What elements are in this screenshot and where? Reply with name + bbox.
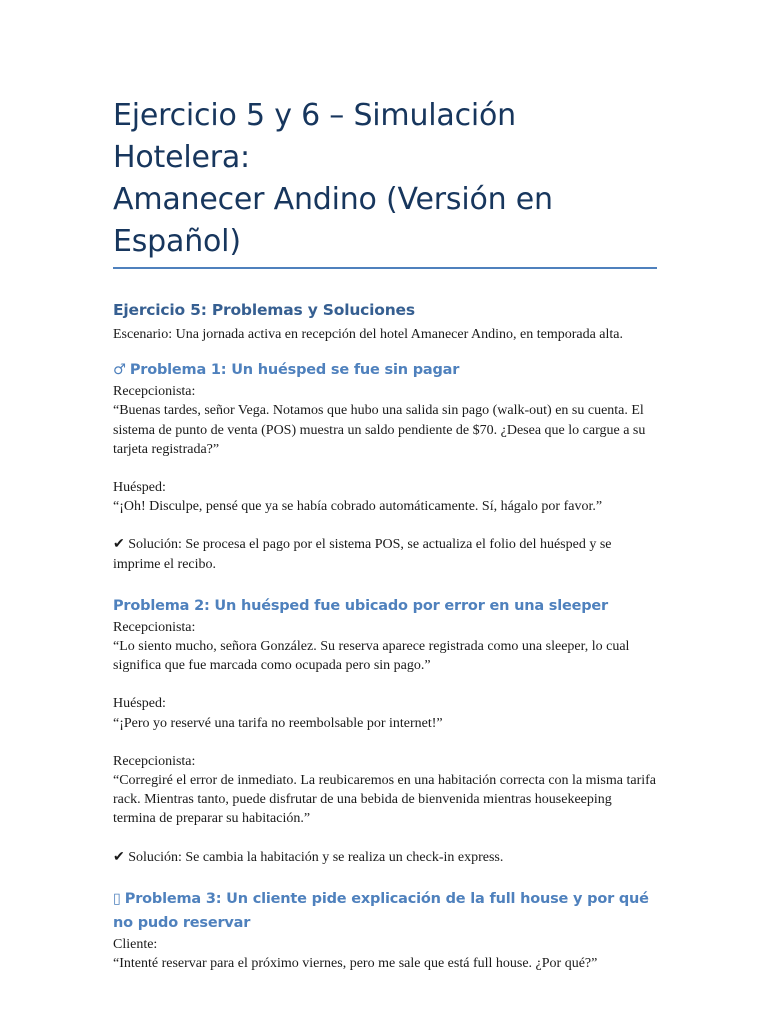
speaker-label: Recepcionista: bbox=[113, 619, 196, 635]
speaker-label: Cliente: bbox=[113, 936, 158, 952]
dialogue-line: “Buenas tardes, señor Vega. Notamos que hubo una salida sin pago (walk-out) en su cuenta. El sistema de punto de venta (POS) muestra un saldo pendiente de $70. ¿Desea que lo cargue a su tarjeta registrada?” bbox=[113, 403, 646, 457]
dialogue-line: “Lo siento mucho, señora González. Su reserva aparece registrada como una sleeper, lo cual significa que fue marcada como ocupada pero sin pago.” bbox=[113, 639, 630, 674]
scenario-text: Escenario: Una jornada activa en recepción del hotel Amanecer Andino, en temporada alta. bbox=[113, 327, 624, 342]
male-sign-icon: ♂ bbox=[113, 362, 126, 379]
section-heading: Ejercicio 5: Problemas y Soluciones bbox=[113, 301, 415, 319]
solution-text: ✔ Solución: Se procesa el pago por el sistema POS, se actualiza el folio del huésped y se imprime el recibo. bbox=[113, 537, 612, 572]
title-line-2: Amanecer Andino (Versión en Español) bbox=[113, 182, 553, 259]
problem-1-heading bbox=[113, 358, 657, 382]
dialogue-line: “¡Oh! Disculpe, pensé que ya se había cobrado automáticamente. Sí, hágalo por favor.” bbox=[113, 499, 603, 515]
speaker-label: Huésped: bbox=[113, 480, 166, 496]
document-title bbox=[113, 95, 657, 267]
missing-glyph-icon: ▯ bbox=[113, 890, 121, 907]
problem-2-heading-text: Problema 2: Un huésped fue ubicado por error en una sleeper bbox=[113, 597, 609, 614]
speaker-label: Recepcionista: bbox=[113, 384, 196, 400]
speaker-label: Recepcionista: bbox=[113, 753, 196, 769]
problem-1-heading-text: Problema 1: Un huésped se fue sin pagar bbox=[129, 362, 460, 379]
solution-text: ✔ Solución: Se cambia la habitación y se realiza un check-in express. bbox=[113, 849, 504, 865]
speaker-label: Huésped: bbox=[113, 696, 166, 712]
title-line-1: Ejercicio 5 y 6 – Simulación Hotelera: bbox=[113, 98, 516, 175]
problem-3-heading-text: Problema 3: Un cliente pide explicación de la full house y por qué no pudo reservar bbox=[113, 890, 649, 931]
dialogue-line: “Corregiré el error de inmediato. La reubicaremos en una habitación correcta con la misma tarifa rack. Mientras tanto, puede disfrutar de una bebida de bienvenida mientras housekeeping termina de preparar su habitación.” bbox=[113, 773, 657, 827]
document-page bbox=[113, 95, 657, 973]
dialogue-line: “¡Pero yo reservé una tarifa no reembolsable por internet!” bbox=[113, 715, 443, 731]
problem-2-heading bbox=[113, 594, 657, 618]
dialogue-line: “Intenté reservar para el próximo viernes, pero me sale que está full house. ¿Por qué?” bbox=[113, 956, 598, 972]
problem-3-heading bbox=[113, 887, 657, 935]
title-divider bbox=[113, 267, 657, 269]
